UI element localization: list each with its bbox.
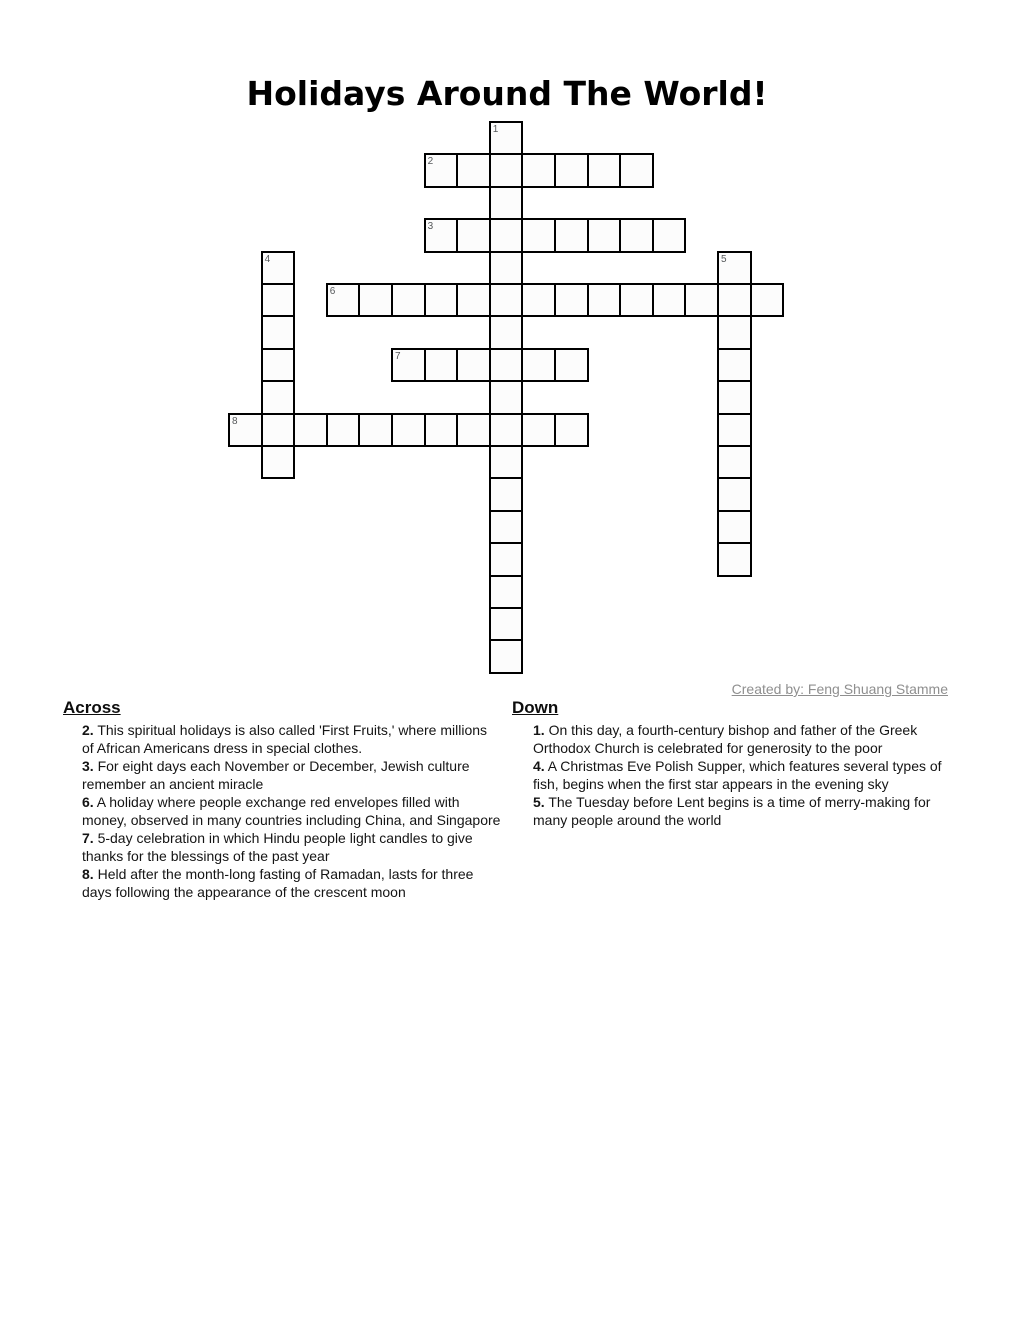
- grid-cell[interactable]: [261, 380, 296, 414]
- grid-cell[interactable]: [554, 348, 589, 382]
- clue-number: 6.: [82, 794, 94, 810]
- grid-cell[interactable]: [489, 445, 524, 479]
- grid-cell[interactable]: [554, 413, 589, 447]
- grid-cell[interactable]: [521, 348, 556, 382]
- clue-number: 3.: [82, 758, 94, 774]
- clue-number: 4.: [533, 758, 545, 774]
- clue-number: 5.: [533, 794, 545, 810]
- cell-number: 5: [721, 253, 727, 265]
- grid-cell[interactable]: [391, 348, 426, 382]
- clue-item: 1. On this day, a fourth-century bishop and father of the Greek Orthodox Church is celebrated for generosity to the poor: [533, 722, 918, 756]
- grid-cell[interactable]: [489, 251, 524, 285]
- grid-cell[interactable]: [521, 283, 556, 317]
- grid-cell[interactable]: [619, 153, 654, 187]
- grid-cell[interactable]: [424, 348, 459, 382]
- grid-cell[interactable]: [619, 218, 654, 252]
- clue-number: 8.: [82, 866, 94, 882]
- grid-cell[interactable]: [261, 251, 296, 285]
- grid-cell[interactable]: [554, 283, 589, 317]
- grid-cell[interactable]: [456, 348, 491, 382]
- clue-number: 7.: [82, 830, 94, 846]
- grid-cell[interactable]: [261, 283, 296, 317]
- grid-cell[interactable]: [717, 380, 752, 414]
- grid-cell[interactable]: [456, 218, 491, 252]
- grid-cell[interactable]: [652, 218, 687, 252]
- grid-cell[interactable]: [456, 283, 491, 317]
- grid-cell[interactable]: [489, 542, 524, 576]
- grid-cell[interactable]: [554, 218, 589, 252]
- grid-cell[interactable]: [750, 283, 785, 317]
- grid-cell[interactable]: [293, 413, 328, 447]
- grid-cell[interactable]: [424, 153, 459, 187]
- cell-number: 6: [329, 286, 336, 297]
- clue-item: 3. For eight days each November or December, Jewish culture remember an ancient miracle: [82, 758, 470, 792]
- grid-cell[interactable]: [521, 413, 556, 447]
- grid-cell[interactable]: [489, 639, 524, 673]
- grid-cell[interactable]: [717, 445, 752, 479]
- grid-cell[interactable]: [717, 477, 752, 511]
- puzzle-title: Holidays Around The World!: [246, 74, 768, 113]
- across-clue-list: [82, 721, 502, 901]
- grid-cell[interactable]: [358, 413, 393, 447]
- credit-link[interactable]: Created by: Feng Shuang Stamme: [731, 681, 948, 697]
- grid-cell[interactable]: [717, 251, 752, 285]
- clue-item: 2. This spiritual holidays is also called 'First Fruits,' where millions of African Americans dress in special clothes.: [82, 722, 488, 756]
- grid-cell[interactable]: [489, 348, 524, 382]
- grid-cell[interactable]: [456, 153, 491, 187]
- grid-cell[interactable]: [489, 283, 524, 317]
- grid-cell[interactable]: [521, 153, 556, 187]
- cell-number: 2: [427, 156, 434, 168]
- grid-cell[interactable]: [261, 445, 296, 479]
- grid-cell[interactable]: [489, 510, 524, 544]
- clue-item: 6. A holiday where people exchange red envelopes filled with money, observed in many countries including China, and Singapore: [82, 794, 501, 828]
- grid-cell[interactable]: [717, 348, 752, 382]
- grid-cell[interactable]: [619, 283, 654, 317]
- cell-number: 1: [492, 124, 499, 135]
- grid-cell[interactable]: [587, 153, 622, 187]
- cell-number: 4: [264, 253, 271, 265]
- clue-number: 2.: [82, 722, 94, 738]
- clue-item: 8. Held after the month-long fasting of Ramadan, lasts for three days following the appearance of the crescent moon: [82, 866, 474, 900]
- grid-cell[interactable]: [391, 413, 426, 447]
- grid-cell[interactable]: [717, 315, 752, 349]
- grid-cell[interactable]: [489, 315, 524, 349]
- cell-number: 7: [395, 350, 401, 362]
- grid-cell[interactable]: [326, 413, 361, 447]
- grid-cell[interactable]: [391, 283, 426, 317]
- grid-cell[interactable]: [717, 283, 752, 317]
- grid-cell[interactable]: [717, 542, 752, 576]
- grid-cell[interactable]: [489, 380, 524, 414]
- grid-cell[interactable]: [489, 218, 524, 252]
- grid-cell[interactable]: [717, 510, 752, 544]
- grid-cell[interactable]: [587, 283, 622, 317]
- grid-cell[interactable]: [587, 218, 622, 252]
- grid-cell[interactable]: [489, 186, 524, 220]
- grid-cell[interactable]: [489, 121, 524, 155]
- grid-cell[interactable]: [489, 413, 524, 447]
- grid-cell[interactable]: [456, 413, 491, 447]
- grid-cell[interactable]: [424, 218, 459, 252]
- grid-cell[interactable]: [554, 153, 589, 187]
- clue-item: 5. The Tuesday before Lent begins is a time of merry-making for many people around the world: [533, 794, 931, 828]
- grid-cell[interactable]: [717, 413, 752, 447]
- grid-cell[interactable]: [326, 283, 361, 317]
- down-clue-list: [533, 721, 949, 829]
- grid-cell[interactable]: [261, 348, 296, 382]
- cell-number: 3: [427, 221, 434, 233]
- grid-cell[interactable]: [652, 283, 687, 317]
- grid-cell[interactable]: [424, 283, 459, 317]
- clue-item: 4. A Christmas Eve Polish Supper, which features several types of fish, begins when the first star appears in the evening sky: [533, 758, 942, 792]
- grid-cell[interactable]: [489, 153, 524, 187]
- grid-cell[interactable]: [261, 315, 296, 349]
- grid-cell[interactable]: [521, 218, 556, 252]
- grid-cell[interactable]: [424, 413, 459, 447]
- down-heading: Down: [512, 698, 559, 717]
- grid-cell[interactable]: [261, 413, 296, 447]
- grid-cell[interactable]: [489, 607, 524, 641]
- clue-number: 1.: [533, 722, 545, 738]
- grid-cell[interactable]: [489, 575, 524, 609]
- grid-cell[interactable]: [358, 283, 393, 317]
- across-heading: Across: [63, 698, 121, 717]
- clue-item: 7. 5-day celebration in which Hindu people light candles to give thanks for the blessings of the past year: [82, 830, 473, 864]
- grid-cell[interactable]: [228, 413, 263, 447]
- grid-cell[interactable]: [489, 477, 524, 511]
- cell-number: 8: [232, 415, 238, 427]
- grid-cell[interactable]: [684, 283, 719, 317]
